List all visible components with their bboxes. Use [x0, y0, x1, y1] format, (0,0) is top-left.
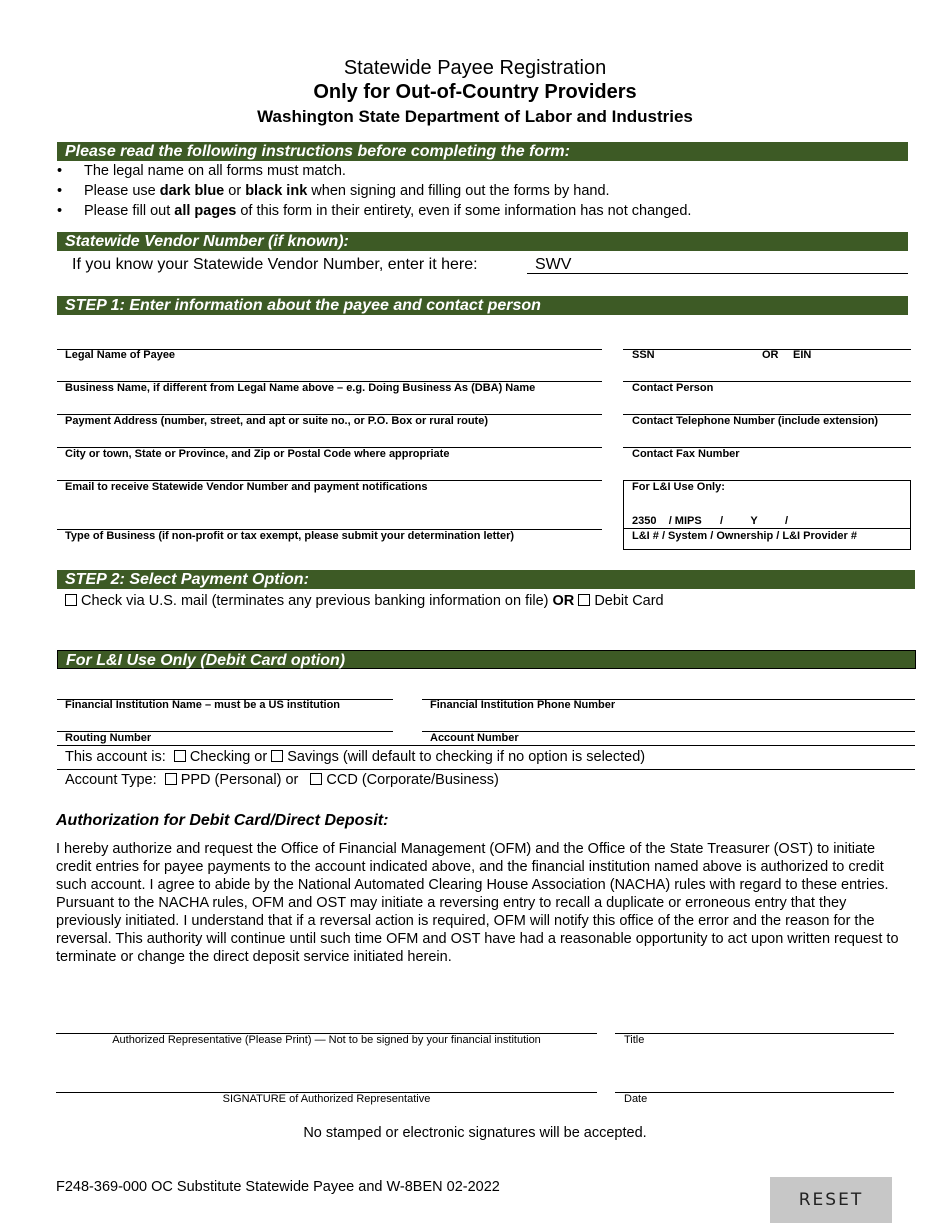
checking-label: Checking or — [189, 749, 268, 765]
agency-name: Washington State Department of Labor and Industries — [257, 107, 693, 126]
type-of-business-field[interactable]: Type of Business (if non-profit or tax exempt, please submit your determination letter) — [65, 530, 515, 542]
business-name-field[interactable]: Business Name, if different from Legal Name above – e.g. Doing Business As (DBA) Name — [65, 382, 536, 394]
savings-label: Savings (will default to checking if no option is selected) — [287, 749, 646, 765]
authorization-heading: Authorization for Debit Card/Direct Deposit: — [56, 812, 389, 829]
vendor-number-line — [527, 273, 908, 274]
title-line — [615, 1033, 894, 1034]
ccd-label: CCD (Corporate/Business) — [326, 772, 499, 788]
title-field[interactable]: Title — [624, 1034, 645, 1046]
instruction-item — [57, 161, 691, 181]
form-subtitle: Only for Out-of-Country Providers — [313, 81, 637, 103]
instruction-bold: all pages — [174, 203, 237, 219]
date-field[interactable]: Date — [624, 1093, 648, 1105]
payment-options — [65, 593, 664, 609]
li-use-label: For L&I Use Only: — [632, 481, 725, 493]
financial-institution-name-field[interactable]: Financial Institution Name – must be a US institution — [65, 699, 341, 711]
instruction-bold: dark blue — [159, 183, 225, 199]
instructions-list — [57, 161, 691, 221]
ein-field[interactable]: EIN — [793, 349, 812, 361]
payment-address-field[interactable]: Payment Address (number, street, and apt or suite no., or P.O. Box or rural route) — [65, 415, 488, 427]
account-kind-row — [65, 749, 645, 765]
date-line — [615, 1092, 894, 1093]
authorization-text: I hereby authorize and request the Office of Financial Management (OFM) and the Office of the State Treasurer (OST) to initiate credit entries for payee payments to the account indicated above, and the financial institution named above is authorized to credit such account. I agree to abide by the National Automated Clearing House Association (NACHA) rules with regard to these entries. Pursuant to the NACHA rules, OFM and OST may initiate a reversing entry to recall a duplicate or erroneous entry that they previously initiated. I understand that if a reversal action is required, OFM will notify this office of the error and the reason for the reversal. This authority will continue until such time OFM and OST have had a reasonable opportunity to act upon written request to terminate or change the direct deposit service initiated herein. — [56, 841, 899, 965]
instruction-text: The legal name on all forms must match. — [84, 163, 346, 179]
routing-number-field[interactable]: Routing Number — [65, 732, 152, 744]
reset-button[interactable]: RESET — [770, 1177, 892, 1223]
instruction-text: Please use — [84, 183, 160, 199]
debit-card-label: Debit Card — [594, 593, 664, 609]
instruction-bold: black ink — [245, 183, 308, 199]
instructions-heading: Please read the following instructions before completing the form: — [57, 142, 908, 161]
check-mail-label: Check via U.S. mail (terminates any previous banking information on file) — [81, 593, 549, 609]
vendor-prompt: If you know your Statewide Vendor Number, enter it here: — [72, 256, 478, 273]
savings-checkbox[interactable] — [271, 750, 283, 762]
debit-heading: For L&I Use Only (Debit Card option) — [57, 650, 916, 669]
vendor-number-input[interactable]: SWV — [535, 256, 572, 273]
instruction-text: Please fill out — [84, 203, 175, 219]
email-field[interactable]: Email to receive Statewide Vendor Number and payment notifications — [65, 481, 428, 493]
account-type-label: Account Type: — [65, 772, 157, 788]
li-code: 2350 / MIPS / Y / — [632, 515, 789, 527]
account-number-field[interactable]: Account Number — [430, 732, 519, 744]
signature-field[interactable]: SIGNATURE of Authorized Representative — [222, 1093, 431, 1105]
instruction-item — [57, 181, 691, 201]
divider — [57, 769, 915, 770]
li-legend: L&I # / System / Ownership / L&I Provider # — [632, 530, 857, 542]
step2-heading: STEP 2: Select Payment Option: — [57, 570, 915, 589]
ssn-field[interactable]: SSN — [632, 349, 655, 361]
financial-institution-phone-field[interactable]: Financial Institution Phone Number — [430, 699, 616, 711]
instruction-text: when signing and filling out the forms by hand. — [307, 183, 610, 199]
contact-fax-field[interactable]: Contact Fax Number — [632, 448, 740, 460]
or-label: OR — [552, 593, 575, 609]
account-type-row — [65, 772, 499, 788]
account-is-label: This account is: — [65, 749, 166, 765]
check-mail-checkbox[interactable] — [65, 594, 77, 606]
form-id: F248-369-000 OC Substitute Statewide Payee and W-8BEN 02-2022 — [56, 1179, 500, 1195]
step1-heading: STEP 1: Enter information about the payee and contact person — [57, 296, 908, 315]
debit-card-checkbox[interactable] — [578, 594, 590, 606]
li-use-divider — [623, 528, 911, 529]
instruction-item — [57, 201, 691, 221]
checking-checkbox[interactable] — [174, 750, 186, 762]
contact-person-field[interactable]: Contact Person — [632, 382, 714, 394]
instruction-text: or — [224, 183, 246, 199]
city-field[interactable]: City or town, State or Province, and Zip or Postal Code where appropriate — [65, 448, 450, 460]
instruction-text: of this form in their entirety, even if some information has not changed. — [236, 203, 692, 219]
divider — [57, 745, 915, 746]
ccd-checkbox[interactable] — [310, 773, 322, 785]
legal-name-field[interactable]: Legal Name of Payee — [65, 349, 176, 361]
form-title: Statewide Payee Registration — [343, 57, 607, 79]
or-label: OR — [762, 349, 779, 361]
ppd-checkbox[interactable] — [165, 773, 177, 785]
vendor-heading: Statewide Vendor Number (if known): — [57, 232, 908, 251]
ppd-label: PPD (Personal) or — [180, 772, 299, 788]
contact-phone-field[interactable]: Contact Telephone Number (include extension) — [632, 415, 879, 427]
rep-print-field[interactable]: Authorized Representative (Please Print) — Not to be signed by your financial institution — [112, 1034, 541, 1046]
signature-notice: No stamped or electronic signatures will be accepted. — [303, 1125, 647, 1141]
